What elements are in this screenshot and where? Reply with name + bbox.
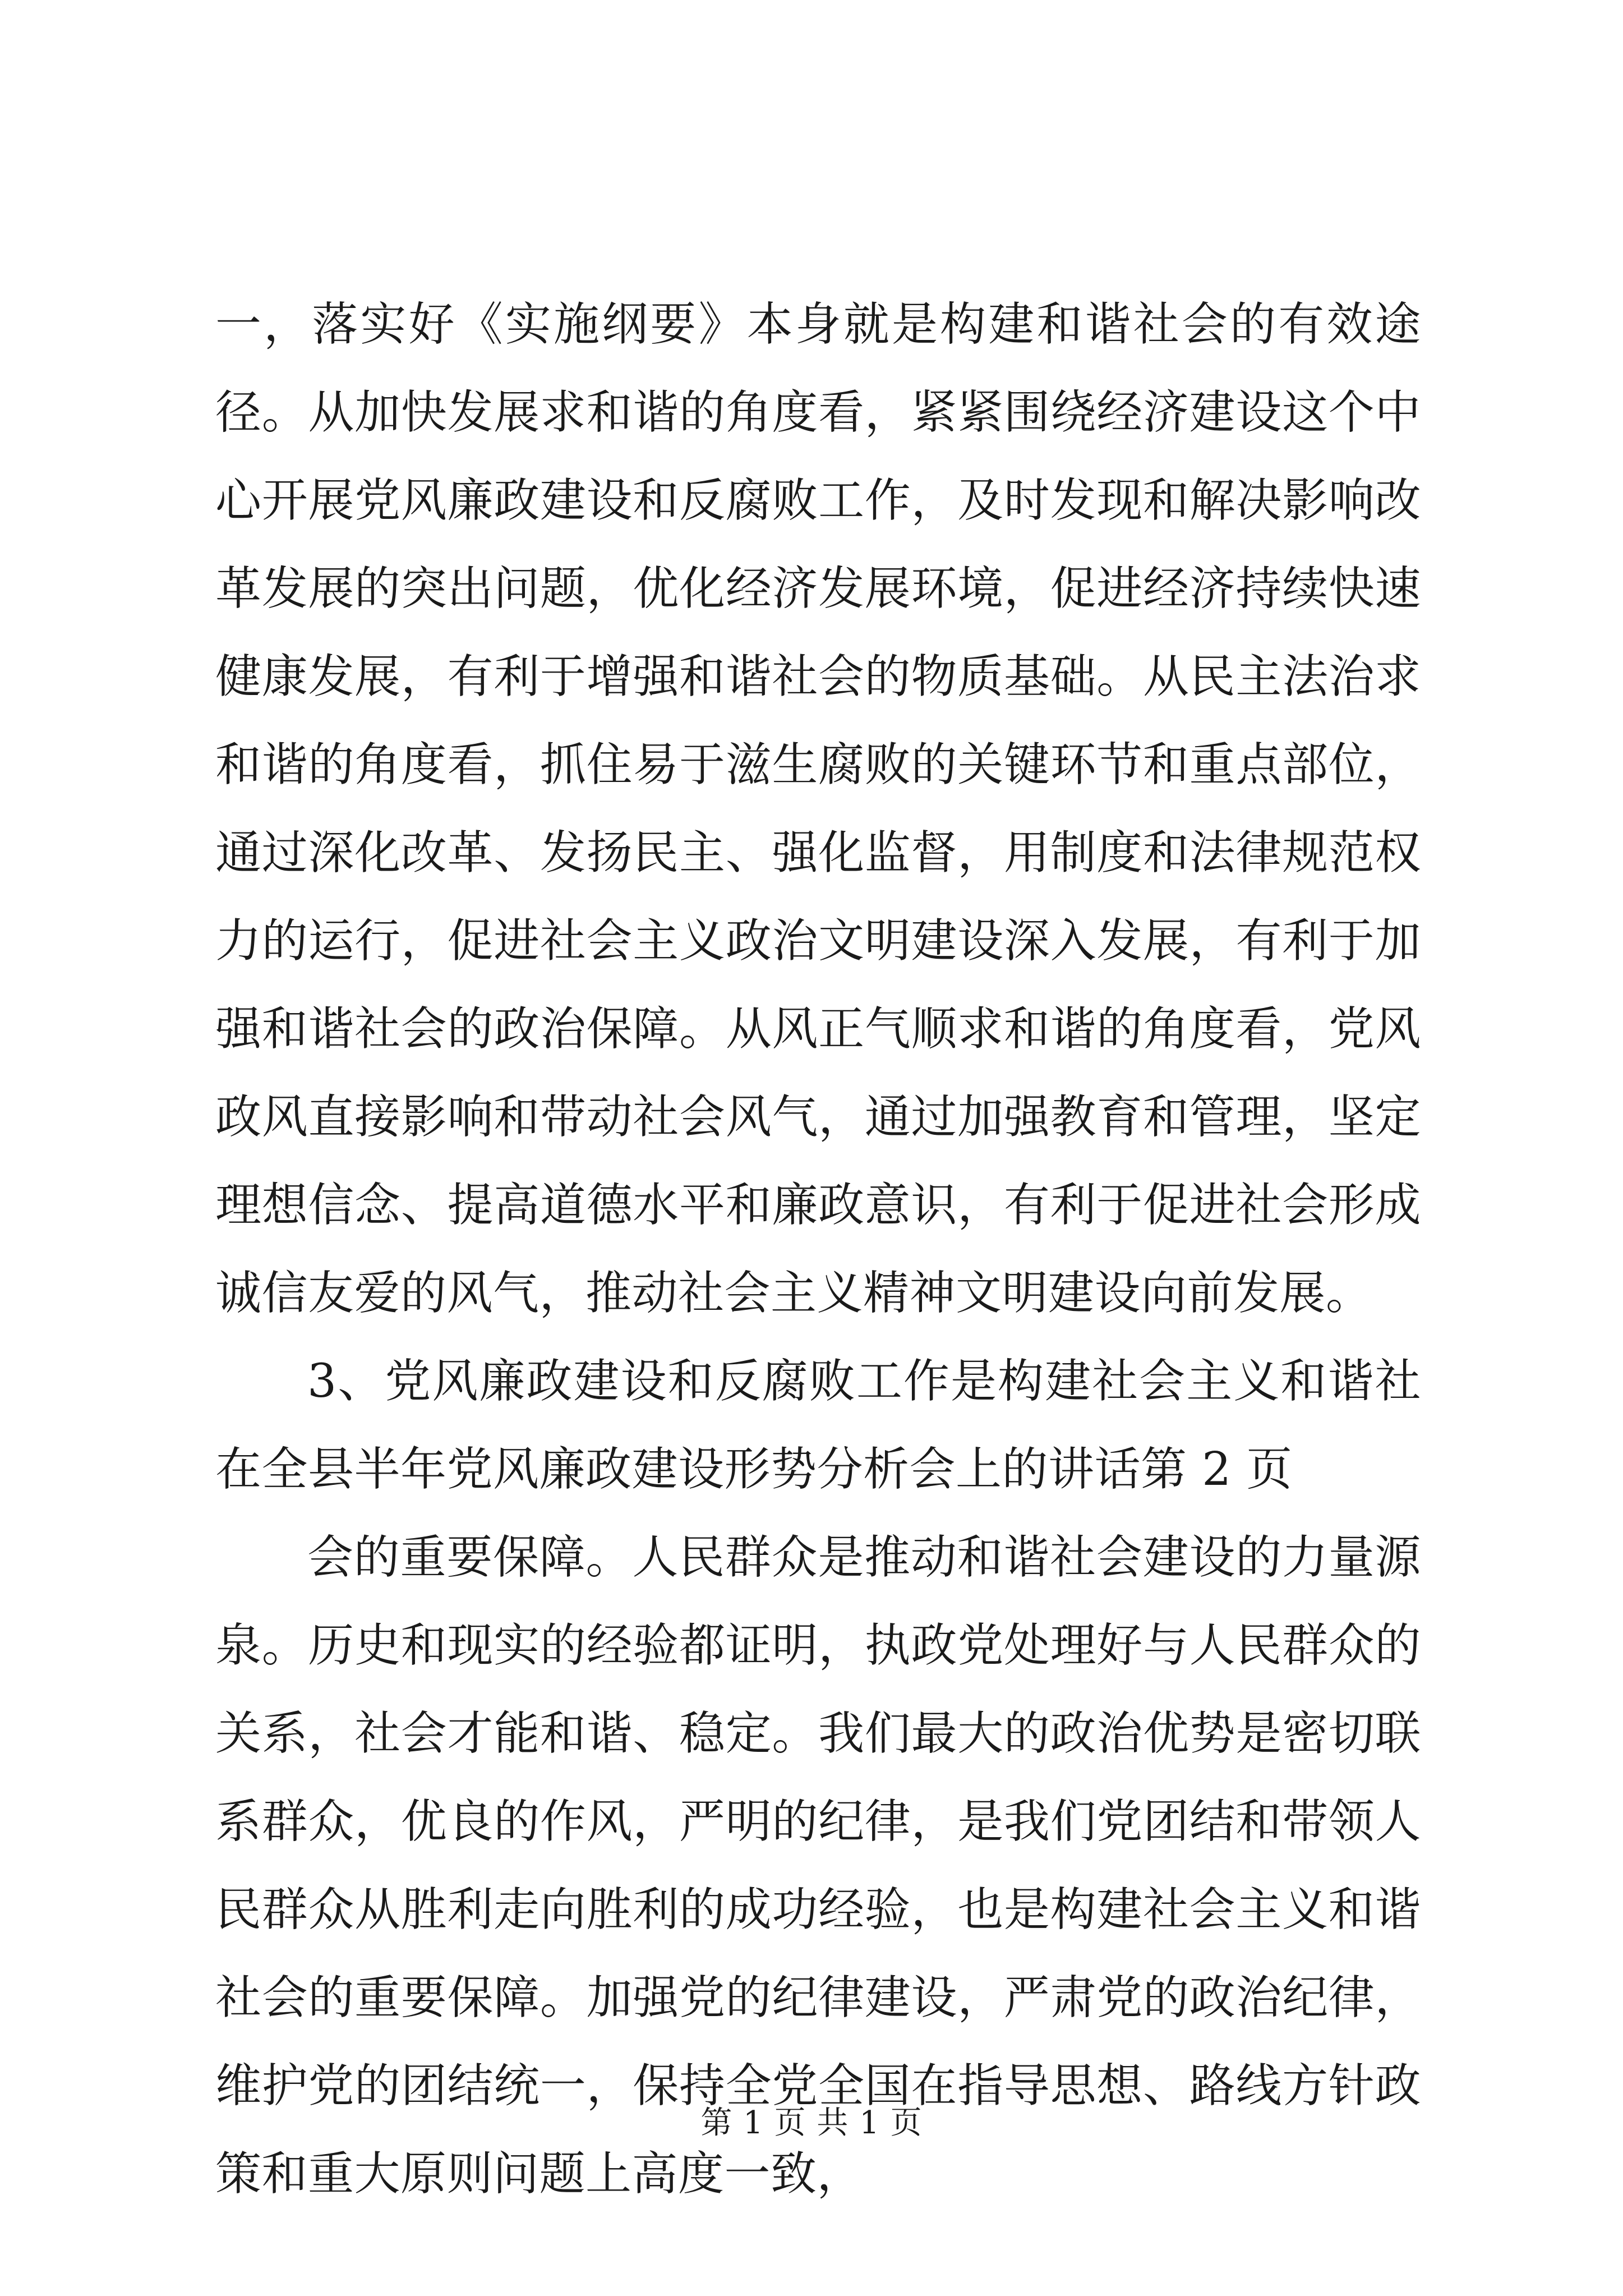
paragraph-1: 一，落实好《实施纲要》本身就是构建和谐社会的有效途径。从加快发展求和谐的角度看，紧紧围绕经济建设这个中心开展党风廉政建设和反腐败工作，及时发现和解决影响改革发展的突出问题，优化经济发展环境，促进经济持续快速健康发展，有利于增强和谐社会的物质基础。从民主法治求和谐的角度看，抓住易于滋生腐败的关键环节和重点部位，通过深化改革、发扬民主、强化监督，用制度和法律规范权力的运行，促进社会主义政治文明建设深入发展，有利于加强和谐社会的政治保障。从风正气顺求和谐的角度看，党风政风直接影响和带动社会风气，通过加强教育和管理，坚定理想信念、提高道德水平和廉政意识，有利于促进社会形成诚信友爱的风气，推动社会主义精神文明建设向前发展。 bbox=[215, 298, 1421, 1320]
document-body bbox=[215, 280, 1421, 2218]
page-footer: 第 1 页 共 1 页 bbox=[700, 2105, 923, 2141]
paragraph-2-heading: 3、党风廉政建设和反腐败工作是构建社会主义和谐社在全县半年党风廉政建设形势分析会上的讲话第 2 页 bbox=[215, 1355, 1421, 1496]
paragraph-3: 会的重要保障。人民群众是推动和谐社会建设的力量源泉。历史和现实的经验都证明，执政党处理好与人民群众的关系，社会才能和谐、稳定。我们最大的政治优势是密切联系群众，优良的作风，严明的纪律，是我们党团结和带领人民群众从胜利走向胜利的成功经验，也是构建社会主义和谐社会的重要保障。加强党的纪律建设，严肃党的政治纪律，维护党的团结统一，保持全党全国在指导思想、路线方针政策和重大原则问题上高度一致， bbox=[215, 1531, 1421, 2201]
